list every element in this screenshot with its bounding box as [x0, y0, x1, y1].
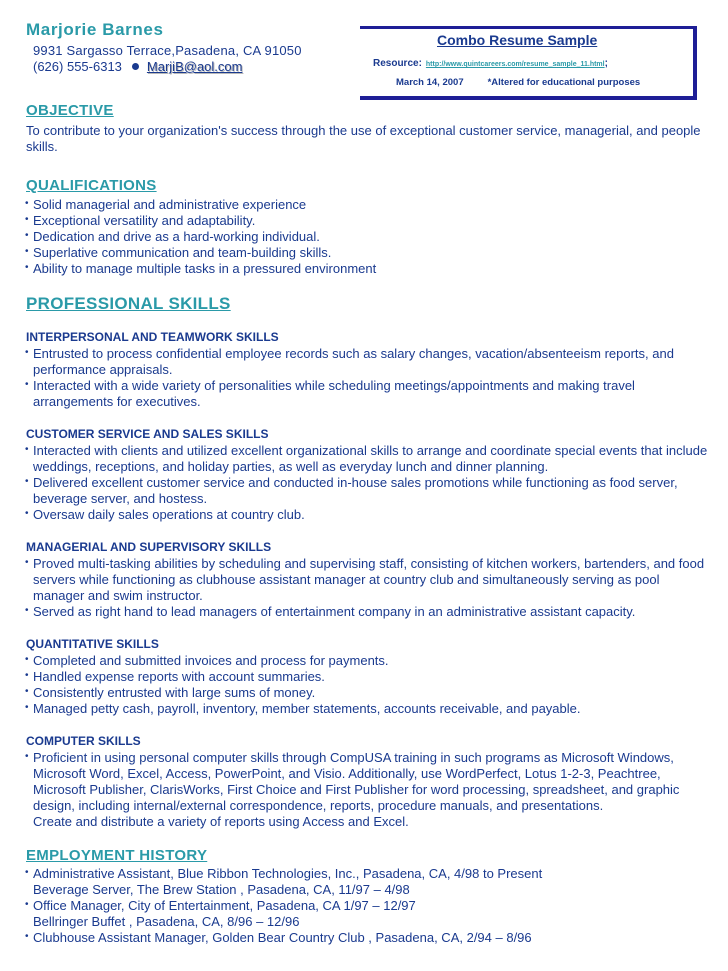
quantitative-list	[26, 653, 711, 717]
edu-note: *Altered for educational purposes	[487, 77, 641, 88]
customer-service-list	[26, 443, 711, 523]
qualifications-heading: QUALIFICATIONS	[26, 177, 157, 194]
resource-line	[373, 58, 608, 69]
job-title: • Clubhouse Assistant Manager, Golden Bear Country Club , Pasadena, CA, 2/94 – 8/96	[33, 930, 532, 945]
phone: (626) 555-6313	[33, 59, 122, 74]
address: 9931 Sargasso Terrace,Pasadena, CA 91050	[33, 43, 302, 58]
resource-url-link[interactable]: http://www.quintcareers.com/resume_sample_11.html	[425, 61, 605, 68]
job-sub: Bellringer Buffet , Pasadena, CA, 8/96 – 12/96	[33, 914, 300, 929]
date: March 14, 2007	[396, 77, 464, 88]
list-item: • Exceptional versatility and adaptability.	[26, 213, 711, 229]
list-item: • Delivered excellent customer service and conducted in-house sales promotions while functioning as food server, beverage server, and hostess.	[26, 475, 711, 507]
managerial-heading: MANAGERIAL AND SUPERVISORY SKILLS	[26, 540, 272, 554]
combo-title: Combo Resume Sample	[437, 32, 598, 48]
list-item: • Interacted with a wide variety of personalities while scheduling meetings/appointments and making travel arrangements for executives.	[26, 378, 711, 410]
date-line	[396, 77, 640, 88]
job-sub: Beverage Server, The Brew Station , Pasadena, CA, 11/97 – 4/98	[33, 882, 410, 897]
employment-list	[26, 866, 711, 946]
interpersonal-heading: INTERPERSONAL AND TEAMWORK SKILLS	[26, 330, 279, 344]
list-item: • Interacted with clients and utilized excellent organizational skills to arrange and coordinate special events that include weddings, receptions, and holiday parties, as well as everyday lunch and dinner planning.	[26, 443, 711, 475]
objective-heading: OBJECTIVE	[26, 102, 114, 119]
job-item	[26, 866, 711, 898]
list-item	[26, 750, 711, 830]
list-item: • Served as right hand to lead managers of entertainment company in an administrative assistant capacity.	[26, 604, 711, 620]
contact-line	[33, 59, 242, 74]
job-title: • Administrative Assistant, Blue Ribbon Technologies, Inc., Pasadena, CA, 4/98 to Present	[33, 866, 543, 881]
job-item	[26, 930, 711, 946]
list-item: • Proved multi-tasking abilities by scheduling and supervising staff, consisting of kitchen workers, bartenders, and food servers while functioning as clubhouse assistant manager at country club and simultaneously serving as pool manager and swim instructor.	[26, 556, 711, 604]
list-item: • Managed petty cash, payroll, inventory, member statements, accounts receivable, and payable.	[26, 701, 711, 717]
list-item: • Dedication and drive as a hard-working individual.	[26, 229, 711, 245]
list-item: • Entrusted to process confidential employee records such as salary changes, vacation/absenteeism reports, and performance appraisals.	[26, 346, 711, 378]
list-item: • Handled expense reports with account summaries.	[26, 669, 711, 685]
computer-skills-heading: COMPUTER SKILLS	[26, 734, 141, 748]
list-item: • Solid managerial and administrative experience	[26, 197, 711, 213]
candidate-name: Marjorie Barnes	[26, 20, 164, 39]
bullet-dot-icon	[132, 63, 139, 70]
resource-suffix: ;	[604, 58, 608, 69]
objective-text	[26, 123, 706, 155]
interpersonal-list	[26, 346, 711, 410]
computer-skills-list	[26, 750, 711, 830]
resource-label: Resource:	[373, 58, 422, 69]
list-item: • Superlative communication and team-building skills.	[26, 245, 711, 261]
quantitative-heading: QUANTITATIVE SKILLS	[26, 637, 159, 651]
email-link[interactable]: MarjiB@aol.com	[146, 59, 243, 74]
job-item	[26, 898, 711, 930]
qualifications-list	[26, 197, 711, 277]
list-item: • Oversaw daily sales operations at country club.	[26, 507, 711, 523]
job-title: • Office Manager, City of Entertainment, Pasadena, CA 1/97 – 12/97	[33, 898, 416, 913]
list-item: • Completed and submitted invoices and process for payments.	[26, 653, 711, 669]
computer-skills-extra: Create and distribute a variety of reports using Access and Excel.	[33, 814, 409, 829]
professional-skills-heading: PROFESSIONAL SKILLS	[26, 294, 231, 313]
employment-heading: EMPLOYMENT HISTORY	[26, 847, 208, 864]
computer-skills-text: Proficient in using personal computer skills through CompUSA training in such programs as Microsoft Windows, Microsoft Word, Excel, Access, PowerPoint, and Visio. Additionally, use WordPerfect, Lotus 1-2-3, Peachtree, Microsoft Publisher, ClarisWorks, First Choice and First Publisher for word processing, spreadsheet, and graphic design, including internal/external correspondence, reports, procedure manuals, and presentations.	[33, 750, 680, 813]
objective-body: To contribute to your organization's success through the use of exceptional customer service, managerial, and people skills.	[26, 123, 701, 154]
customer-service-heading: CUSTOMER SERVICE AND SALES SKILLS	[26, 427, 269, 441]
list-item: • Ability to manage multiple tasks in a pressured environment	[26, 261, 711, 277]
managerial-list	[26, 556, 711, 620]
list-item: • Consistently entrusted with large sums of money.	[26, 685, 711, 701]
